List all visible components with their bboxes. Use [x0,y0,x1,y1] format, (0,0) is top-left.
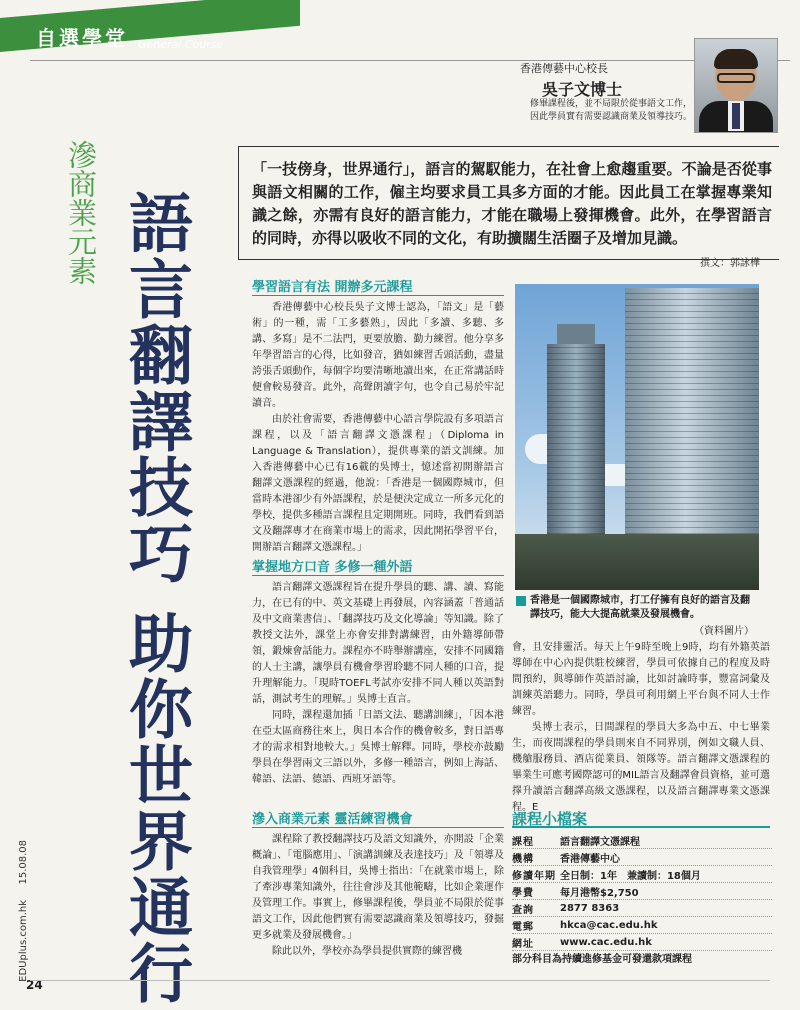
facts-row [512,900,772,917]
paragraph: 香港傳藝中心校長吳子文博士認為，「語文」是「藝術」的一種，需「工多藝熟」，因此「多讀、多聽、多講、多寫」是不二法門，更要放膽、勤力練習。他分享多年學習語言的心得，比如發音，猶如練習舌頭活動，盡量誇張舌頭動作，每個字均要清晰地讀出來，在正常講話時便會較易發音。此外，高聲朗讀字句，也令自己易於牢記讀音。 [252,302,504,409]
facts-key: 網址 [512,938,534,950]
facts-value: 每月港幣$2,750 [560,887,639,899]
section-rule [252,827,504,828]
section-heading: 掌握地方口音 多修一種外語 [252,560,413,575]
facts-row [512,883,772,900]
section-rule [252,295,504,296]
paragraph: 語言翻譯文憑課程旨在提升學員的聽、講、讀、寫能力，在已有的中、英文基礎上再發展，內容涵蓋「普通話及中文商業書信」、「翻譯技巧及文化導論」等知識。除了教授文法外，課堂上亦會安排對講練習，由外籍導師帶領，鍛煉會話能力。課程亦不時舉辦講座，安排不同國籍的人士主講，讓學員有機會學習聆聽不同人種的口音，提升理解能力。「現時TOEFL考試亦安排不同人種以英語對話，測試考生的理解。」吳博士直言。 [252,582,504,705]
paragraph: 會，且安排靈活。每天上午9時至晚上9時，均有外籍英語導師在中心內提供駐校練習，學員可依據自己的程度及時間預約，與導師作英語討論，比如討論時事，豐富詞彙及訓練英語聽力。同時，學員可利用網上平台與不同人士作練習。 [512,642,770,717]
facts-note: 部分科目為持續進修基金可發還款項課程 [512,954,692,965]
facts-value: www.cac.edu.hk [560,936,652,948]
facts-row [512,917,772,934]
footer-site: EDUplus.com.hk [18,900,29,982]
section-heading: 學習語言有法 開辦多元課程 [252,280,413,295]
photo-caption: 香港是一個國際城市，打工仔擁有良好的語言及翻譯技巧，能大大提高就業及發展機會。 [530,595,750,620]
page-number: 24 [26,978,43,992]
facts-key: 電郵 [512,921,534,933]
paragraph: 由於社會需要，香港傳藝中心語言學院設有多項語言課程，以及「語言翻譯文憑課程」（Diploma in Language & Translation），提供專業的語文訓練。加入香港傳藝中心已有16載的吳博士，憶述當初開辦語言翻譯文憑課程的經過，他說：「香港是一個國際城市，但當時本港卻少有外語課程，於是便決定成立一所多元化的學校，提供多種語言課程且定期開班。同時，我們看到語文及翻譯專才在商業市場上的需求，因此開拓學習平台，開辦語言翻譯文憑課程。」 [252,414,504,553]
facts-value: hkca@cac.edu.hk [560,919,658,931]
facts-rule [512,826,770,828]
paragraph: 同時，課程還加插「日語文法、聽講訓練」，「因本港在亞太區商務往來上，與日本合作的機會較多，對日語專才的需求相對地較大。」吳博士解釋。同時，學校亦鼓勵學員在學習兩文三語以外，多修一種語言，例如上海話、韓語、法語、德語、西班牙語等。 [252,710,504,785]
section-heading: 滲入商業元素 靈活練習機會 [252,812,413,827]
lead-paragraph: 「一技傍身，世界通行」，語言的駕馭能力，在社會上愈趨重要。不論是否從事與語文相關的工作，僱主均要求員工具多方面的才能。因此員工在掌握專業知識之餘，亦需有良好的語言能力，才能在職場上發揮機會。此外，在學習語言的同時，亦得以吸收不同的文化，有助擴闊生活圈子及增加見識。 [252,160,772,247]
section-title: 自選學堂 [36,26,128,50]
section-2 [252,556,504,788]
paragraph: 除此以外，學校亦為學員提供實際的練習機 [272,946,462,957]
byline: 撰文：郭詠樺 [700,258,760,269]
facts-key: 修讀年期 [512,870,556,882]
facts-row [512,849,772,866]
top-rule [30,60,790,61]
principal-name: 吳子文博士 [542,80,623,99]
facts-key: 查詢 [512,904,534,916]
facts-row [512,866,772,883]
paragraph: 課程除了教授翻譯技巧及語文知識外，亦開設「企業概論」、「電腦應用」、「演講訓練及表達技巧」及「領導及自我管理學」4個科目，吳博士指出：「在就業市場上，除了牽涉專業知識外，往往會涉及其他範疇，比如企業運作及管理工作。事實上，修畢課程後，學員並不局限於從事語文工作，因此他們實有需要認識商業及領導技巧，發掘更多就業及發展機會。」 [252,834,504,941]
facts-key: 機構 [512,853,534,865]
principal-photo [694,38,778,133]
right-column [512,640,770,816]
paragraph: 吳博士表示，日間課程的學員大多為中五、中七畢業生，而夜間課程的學員則來自不同界別，例如文職人員、機艙服務員、酒店從業員、領隊等。語言翻譯文憑課程的畢業生可應考國際認可的MIL語言及翻譯會員資格，並可選擇升讀語言翻譯高級文憑課程，以及語言翻譯專業文憑課程。E [512,722,770,813]
section-body [252,832,504,960]
bottom-rule [30,980,770,981]
facts-value: 香港傳藝中心 [560,853,620,865]
city-towers-photo [515,284,759,590]
facts-title: 課程小檔案 [512,810,588,828]
section-body [252,580,504,788]
principal-quote: 修畢課程後，並不局限於從事語文工作，因此學員實有需要認識商業及領導技巧。 [530,99,693,122]
section-subtitle: General Course [138,38,224,51]
facts-row [512,934,772,951]
facts-row [512,832,772,849]
facts-key: 課程 [512,836,534,848]
kicker-title: 滲商業元素 [64,140,98,285]
facts-value: 語言翻譯文憑課程 [560,836,640,848]
headline: 語言翻譯技巧 助你世界通行 [118,190,192,1007]
facts-value: 2877 8363 [560,902,620,914]
facts-value: 全日制：1年 兼讀制：18個月 [560,870,701,882]
photo-credit: （資料圖片） [694,626,754,637]
section-3 [252,808,504,960]
facts-key: 學費 [512,887,534,899]
caption-marker-icon [516,596,526,606]
section-body [252,300,504,556]
section-rule [252,575,504,576]
principal-title: 香港傳藝中心校長 [520,62,608,75]
footer-date: 15.08.08 [18,840,29,885]
section-1 [252,276,504,556]
facts-table [512,832,772,951]
